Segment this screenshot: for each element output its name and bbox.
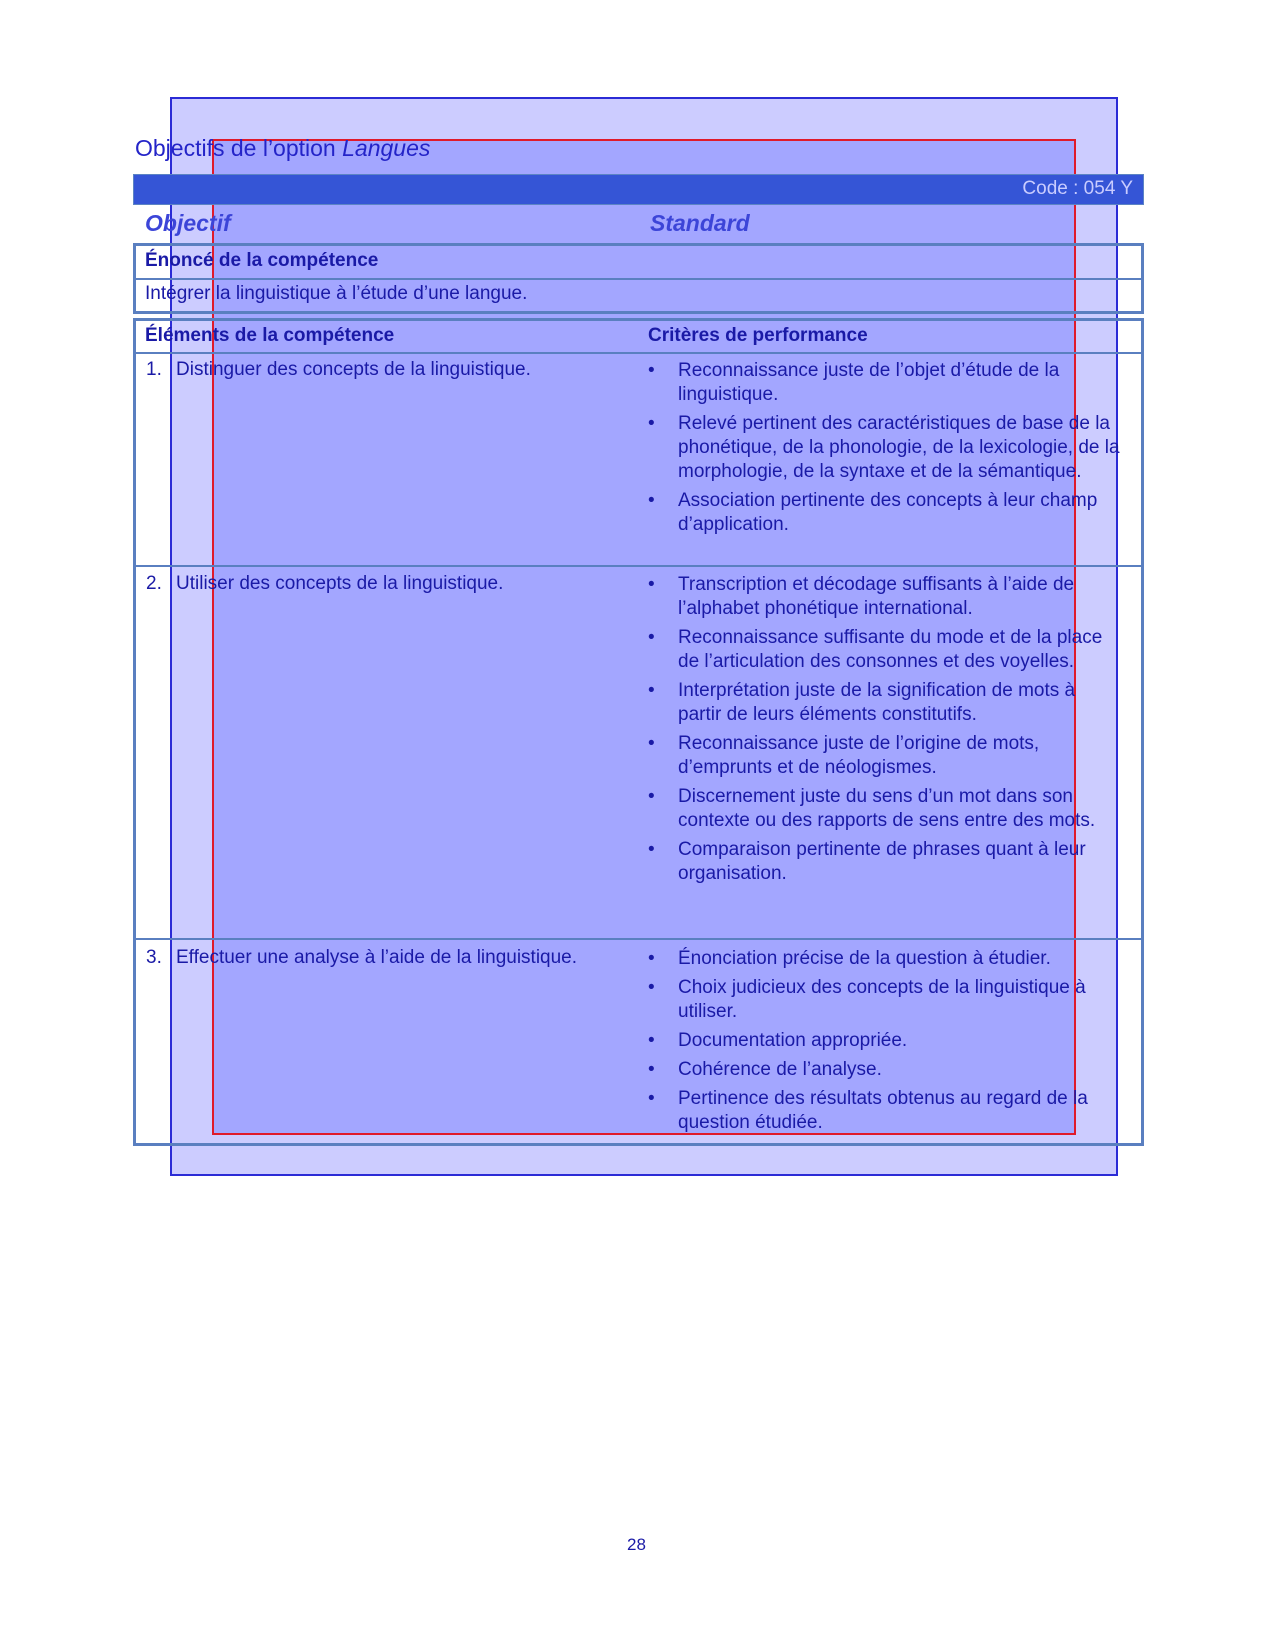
title-prefix: Objectifs de l’option — [135, 135, 343, 161]
criteria-item — [648, 947, 1123, 971]
code-bar — [133, 174, 1144, 205]
element-text: Effectuer une analyse à l’aide de la linguistique. — [176, 947, 578, 968]
criteria-list-1 — [648, 359, 1123, 542]
element-row-1 — [146, 359, 531, 381]
col-criteres-header: Critères de performance — [648, 325, 868, 346]
criteria-text: Documentation appropriée. — [678, 1030, 908, 1051]
element-number: 1. — [146, 359, 162, 380]
bullet-icon: • — [648, 360, 655, 381]
standard-label: Standard — [650, 210, 750, 236]
criteria-item — [648, 412, 1123, 484]
criteria-text: Transcription et décodage suffisants à l’aide de l’alphabet phonétique international. — [678, 574, 1075, 619]
bullet-icon: • — [648, 574, 655, 595]
bullet-icon: • — [648, 733, 655, 754]
bullet-icon: • — [648, 490, 655, 511]
element-text: Utiliser des concepts de la linguistique. — [176, 573, 504, 594]
title-italic: Langues — [342, 135, 431, 161]
criteria-item — [648, 785, 1123, 833]
criteria-item — [648, 679, 1123, 727]
page-number: 28 — [627, 1535, 646, 1554]
divider — [136, 565, 1141, 567]
objectif-label: Objectif — [145, 210, 231, 236]
criteria-item — [648, 359, 1123, 407]
bullet-icon: • — [648, 1088, 655, 1109]
criteria-text: Choix judicieux des concepts de la linguistique à utiliser. — [678, 977, 1086, 1022]
element-text: Distinguer des concepts de la linguistique. — [176, 359, 531, 380]
criteria-item — [648, 573, 1123, 621]
criteria-text: Relevé pertinent des caractéristiques de base de la phonétique, de la phonologie, de la lexicologie, de la morphologie, de la syntaxe et de la sémantique. — [678, 413, 1120, 482]
criteria-item — [648, 1087, 1123, 1135]
element-row-3 — [146, 947, 577, 969]
enonce-box — [133, 243, 1144, 314]
criteria-text: Reconnaissance suffisante du mode et de la place de l’articulation des consonnes et des voyelles. — [678, 627, 1103, 672]
bullet-icon: • — [648, 1030, 655, 1051]
col-elements-header: Éléments de la compétence — [145, 325, 395, 346]
criteria-list-3 — [648, 947, 1123, 1140]
element-row-2 — [146, 573, 503, 595]
criteria-text: Pertinence des résultats obtenus au regard de la question étudiée. — [678, 1088, 1088, 1133]
criteria-text: Comparaison pertinente de phrases quant à leur organisation. — [678, 839, 1086, 884]
criteria-text: Cohérence de l’analyse. — [678, 1059, 882, 1080]
criteria-item — [648, 489, 1123, 537]
bullet-icon: • — [648, 839, 655, 860]
bullet-icon: • — [648, 413, 655, 434]
code-label: Code : 054 Y — [1022, 178, 1133, 199]
competence-table — [133, 318, 1144, 1146]
divider — [136, 278, 1141, 280]
criteria-item — [648, 1058, 1123, 1082]
bullet-icon: • — [648, 786, 655, 807]
criteria-item — [648, 838, 1123, 886]
criteria-text: Discernement juste du sens d’un mot dans son contexte ou des rapports de sens entre des mots. — [678, 786, 1096, 831]
criteria-text: Énonciation précise de la question à étudier. — [678, 948, 1051, 969]
criteria-text: Association pertinente des concepts à leur champ d’application. — [678, 490, 1098, 535]
criteria-item — [648, 976, 1123, 1024]
bullet-icon: • — [648, 680, 655, 701]
enonce-text: Intégrer la linguistique à l’étude d’une langue. — [145, 283, 528, 304]
bullet-icon: • — [648, 627, 655, 648]
bullet-icon: • — [648, 1059, 655, 1080]
criteria-list-2 — [648, 573, 1123, 891]
divider — [136, 352, 1141, 354]
criteria-item — [648, 732, 1123, 780]
criteria-text: Interprétation juste de la signification de mots à partir de leurs éléments constitutifs. — [678, 680, 1076, 725]
page-title — [135, 135, 430, 162]
criteria-item — [648, 1029, 1123, 1053]
enonce-heading: Énoncé de la compétence — [145, 250, 379, 271]
bullet-icon: • — [648, 948, 655, 969]
bullet-icon: • — [648, 977, 655, 998]
criteria-text: Reconnaissance juste de l’objet d’étude de la linguistique. — [678, 360, 1060, 405]
criteria-item — [648, 626, 1123, 674]
divider — [136, 938, 1141, 940]
element-number: 3. — [146, 947, 162, 968]
element-number: 2. — [146, 573, 162, 594]
criteria-text: Reconnaissance juste de l’origine de mots, d’emprunts et de néologismes. — [678, 733, 1040, 778]
